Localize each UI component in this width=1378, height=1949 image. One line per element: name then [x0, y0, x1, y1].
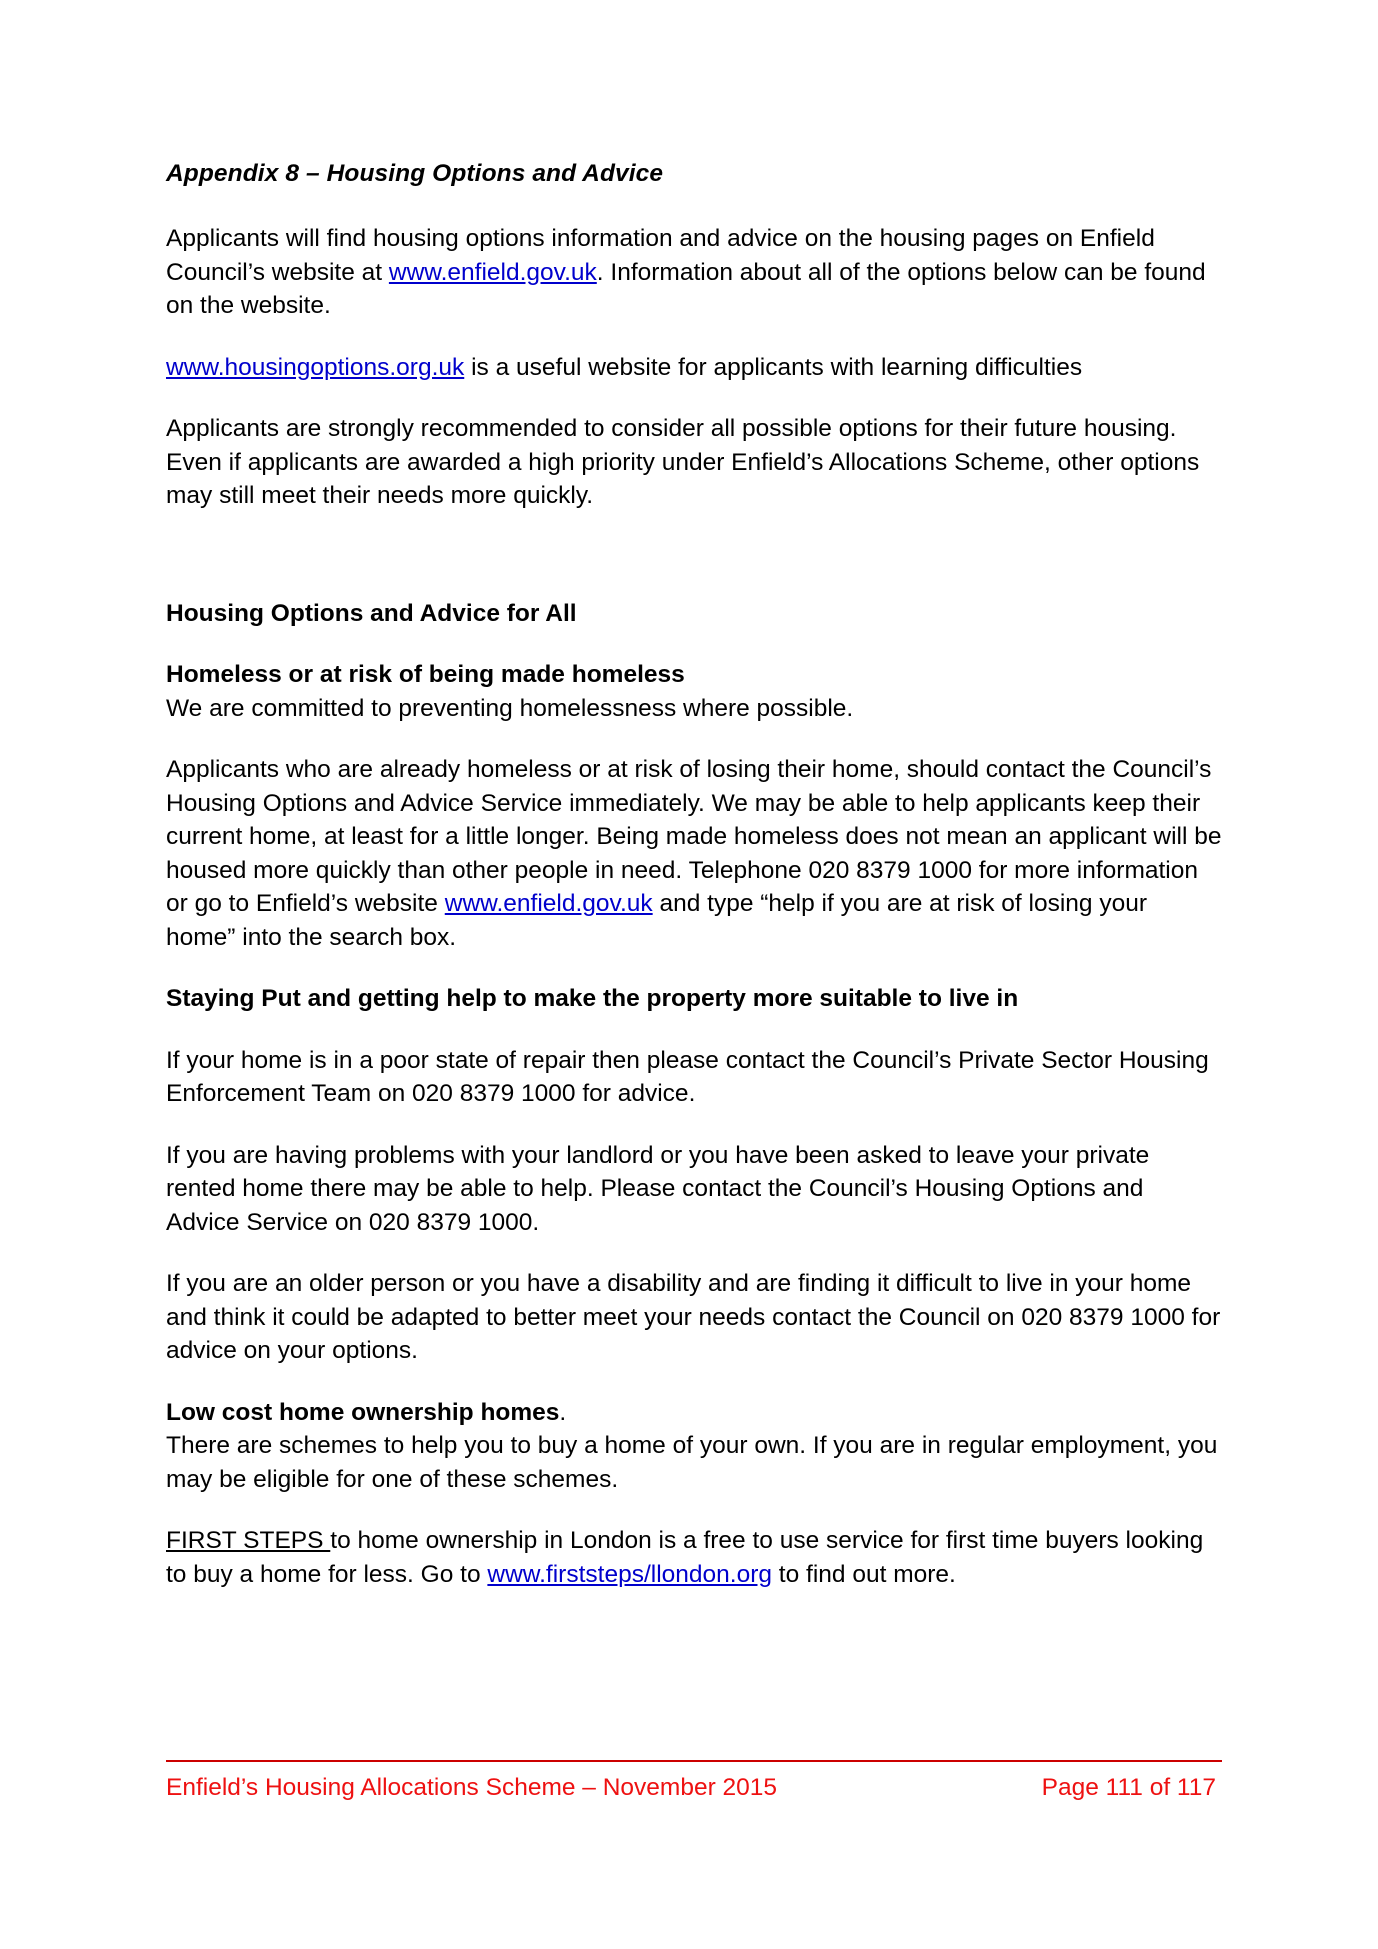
heading-housing-options-for-all: Housing Options and Advice for All: [166, 599, 577, 627]
heading-homeless-risk: Homeless or at risk of being made homeless: [166, 661, 685, 688]
paragraph-staying-put-1: If your home is in a poor state of repair then please contact the Council’s Private Sector Housing Enforcement Team on 020 8379 1000 for advice.: [166, 1046, 1209, 1107]
paragraph-intro-2: [166, 351, 1222, 385]
first-steps-text-part-1: to home ownership in London is a free to use service for first time buyers looking to buy a home for less. Go to: [166, 1527, 1204, 1588]
first-steps-label: FIRST STEPS: [166, 1527, 331, 1554]
page-content: [166, 160, 1222, 1619]
low-cost-heading-period: .: [559, 1398, 567, 1426]
paragraph-first-steps: [166, 1524, 1222, 1591]
intro-text-part-1: Applicants will find housing options information and advice on the housing pages on Enfield Council’s website at: [166, 225, 1155, 286]
intro-text-part-2: . Information about all of the options below can be found on the website.: [166, 258, 1206, 319]
paragraph-intro-3: Applicants are strongly recommended to consider all possible options for their future housing. Even if applicants are awarded a high priority under Enfield’s Allocations Scheme, other options may still meet their needs more quickly.: [166, 415, 1200, 509]
homeless-body-part-1: Applicants who are already homeless or at risk of losing their home, should contact the Council’s Housing Options and Advice Service immediately. We may be able to help applicants keep their current home, at least for a little longer. Being made homeless does not mean an applicant will be housed more quickly than other people in need. Telephone 020 8379 1000 for more information or go to Enfield’s website: [166, 756, 1222, 917]
link-enfield-gov-uk-1[interactable]: www.enfield.gov.uk: [388, 258, 597, 286]
link-housingoptions-org-uk[interactable]: www.housingoptions.org.uk: [166, 353, 465, 381]
link-enfield-gov-uk-2[interactable]: www.enfield.gov.uk: [444, 890, 653, 917]
page-footer: [166, 1760, 1222, 1802]
footer-page-number: Page 111 of 117: [1041, 1774, 1216, 1801]
page-title: Appendix 8 – Housing Options and Advice: [166, 160, 664, 187]
paragraph-staying-put-2: If you are having problems with your landlord or you have been asked to leave your private rented home there may be able to help. Please contact the Council’s Housing Options and Advice Service on 020 8379 1000.: [166, 1141, 1150, 1236]
section-spacer: [166, 541, 1222, 597]
heading-staying-put: Staying Put and getting help to make the property more suitable to live in: [166, 985, 1019, 1012]
footer-row: [166, 1762, 1222, 1802]
paragraph-staying-put-3: If you are an older person or you have a disability and are finding it difficult to live in your home and think it could be adapted to better meet your needs contact the Council on 020 8379 1000 for advice on your options.: [166, 1270, 1221, 1364]
footer-scheme-label: Enfield’s Housing Allocations Scheme – November 2015: [166, 1774, 778, 1801]
link-firststeps-london-org[interactable]: www.firststeps/llondon.org: [487, 1560, 772, 1588]
paragraph-intro-1: [166, 222, 1222, 323]
first-steps-text-part-2: to find out more.: [772, 1560, 956, 1588]
paragraph-homeless-body: [166, 753, 1222, 954]
intro-2-text: is a useful website for applicants with learning difficulties: [464, 353, 1083, 381]
low-cost-heading-text: Low cost home ownership homes: [166, 1398, 560, 1426]
paragraph-low-cost: There are schemes to help you to buy a home of your own. If you are in regular employment, you may be eligible for one of these schemes.: [166, 1432, 1218, 1493]
heading-low-cost-home-ownership: [166, 1396, 1222, 1430]
homeless-body-part-2: and type “help if you are at risk of losing your home” into the search box.: [166, 890, 1147, 951]
paragraph-homeless-commitment: We are committed to preventing homelessness where possible.: [166, 694, 854, 722]
